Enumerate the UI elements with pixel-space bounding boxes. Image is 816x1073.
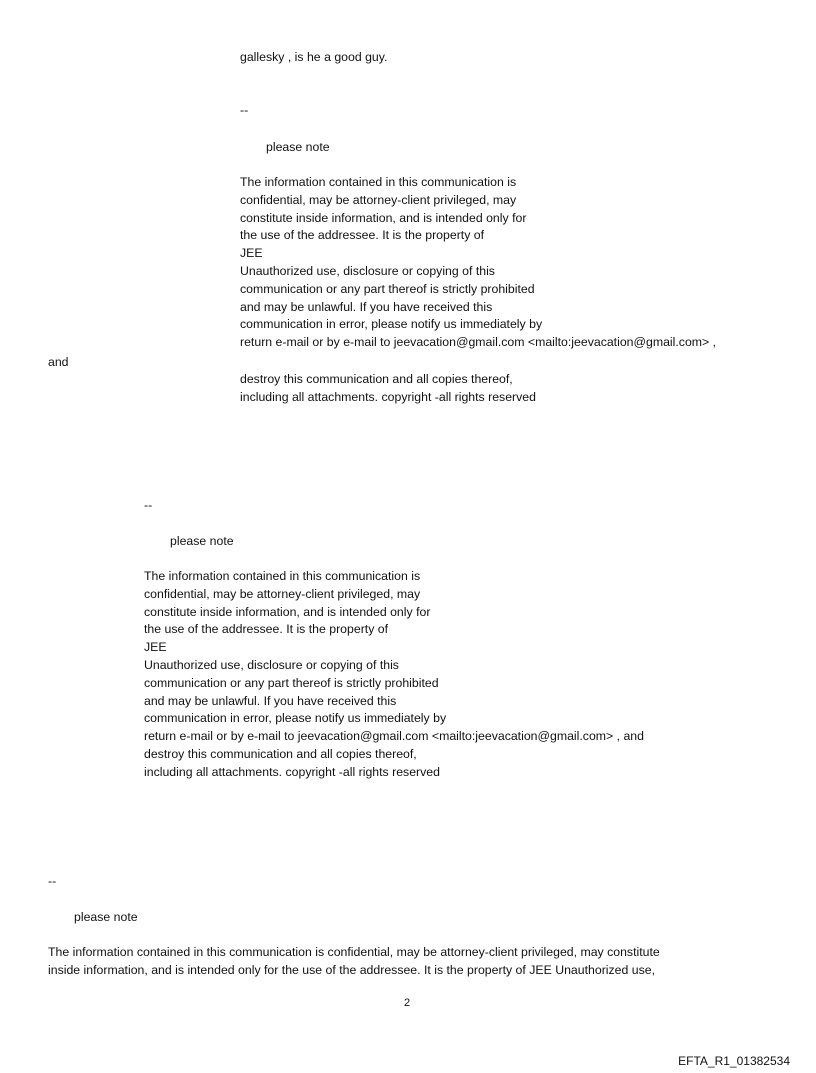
document-id: EFTA_R1_01382534 bbox=[678, 1054, 790, 1068]
disclaimer-line: constitute inside information, and is intended only for bbox=[240, 210, 527, 225]
disclaimer-line: The information contained in this communication is confidential, may be attorney-client privileged, may constitute bbox=[48, 945, 660, 959]
disclaimer-tail bbox=[240, 371, 536, 407]
disclaimer-line: return e-mail or by e-mail to jeevacation@gmail.com <mailto:jeevacation@gmail.com> , and bbox=[144, 729, 644, 744]
disclaimer-line: communication in error, please notify us immediately by bbox=[240, 317, 543, 332]
signature-separator: -- bbox=[48, 874, 57, 888]
wrapped-word: and bbox=[48, 355, 69, 369]
disclaimer-line: constitute inside information, and is intended only for bbox=[144, 604, 431, 619]
note-heading: please note bbox=[266, 140, 330, 154]
disclaimer-line: destroy this communication and all copies thereof, bbox=[240, 372, 513, 386]
disclaimer-line: The information contained in this communication is bbox=[144, 569, 421, 583]
note-heading: please note bbox=[74, 910, 138, 924]
disclaimer-line: the use of the addressee. It is the property of bbox=[144, 622, 389, 637]
disclaimer-line: Unauthorized use, disclosure or copying of this bbox=[144, 657, 399, 672]
signature-separator: -- bbox=[144, 498, 153, 512]
disclaimer-line: and may be unlawful. If you have received this bbox=[240, 299, 493, 314]
disclaimer-line: The information contained in this communication is bbox=[240, 175, 517, 189]
confidentiality-disclaimer bbox=[48, 944, 660, 980]
disclaimer-line: communication or any part thereof is strictly prohibited bbox=[144, 675, 439, 690]
disclaimer-line: confidential, may be attorney-client privileged, may bbox=[144, 586, 421, 601]
disclaimer-line: including all attachments. copyright -all rights reserved bbox=[144, 764, 440, 779]
confidentiality-disclaimer bbox=[240, 174, 716, 352]
disclaimer-line: the use of the addressee. It is the property of bbox=[240, 228, 485, 243]
disclaimer-line: JEE bbox=[240, 246, 263, 261]
page-number: 2 bbox=[404, 997, 411, 1009]
disclaimer-line: including all attachments. copyright -all rights reserved bbox=[240, 389, 536, 404]
disclaimer-line: Unauthorized use, disclosure or copying of this bbox=[240, 263, 495, 278]
disclaimer-line: destroy this communication and all copies thereof, bbox=[144, 746, 417, 761]
confidentiality-disclaimer bbox=[144, 568, 644, 782]
note-heading: please note bbox=[170, 534, 234, 548]
greeting-line: gallesky , is he a good guy. bbox=[240, 50, 388, 64]
signature-separator: -- bbox=[240, 103, 249, 117]
disclaimer-line: communication in error, please notify us immediately by bbox=[144, 711, 447, 726]
disclaimer-line: return e-mail or by e-mail to jeevacation@gmail.com <mailto:jeevacation@gmail.com> , bbox=[240, 335, 717, 350]
disclaimer-line: and may be unlawful. If you have received this bbox=[144, 693, 397, 708]
disclaimer-line: JEE bbox=[144, 640, 167, 655]
disclaimer-line: inside information, and is intended only for the use of the addressee. It is the property of JEE Unauthorized use, bbox=[48, 962, 656, 977]
disclaimer-line: communication or any part thereof is strictly prohibited bbox=[240, 281, 535, 296]
disclaimer-line: confidential, may be attorney-client privileged, may bbox=[240, 192, 517, 207]
